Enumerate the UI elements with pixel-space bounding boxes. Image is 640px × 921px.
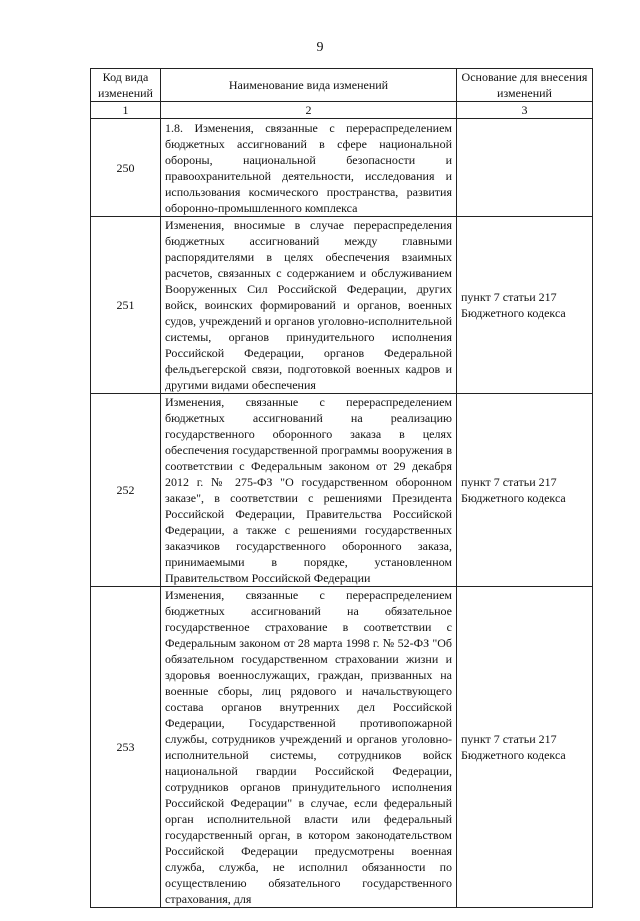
row-code: 252 [91, 394, 161, 587]
row-code: 253 [91, 587, 161, 908]
row-basis [457, 217, 593, 394]
row-code: 251 [91, 217, 161, 394]
row-name: 1.8. Изменения, связанные с перераспределением бюджетных ассигнований в сфере национальной обороны, национальной безопасности и правоохранительной деятельности, исследования и использования космического пространства, развития оборонно-промышленного комплекса [161, 119, 457, 217]
page-number: 9 [316, 40, 324, 55]
table-row [91, 217, 593, 394]
row-basis [457, 394, 593, 587]
row-name: Изменения, вносимые в случае перераспределения бюджетных ассигнований между главными распорядителями в целях обеспечения взаимных расчетов, связанных с содержанием и обслуживанием Вооруженных Сил Российской Федерации, других войск, воинских формирований и органов, военных судов, учреждений и органов уголовно-исполнительной системы, органов принудительного исполнения Российской Федерации, органов Федеральной фельдъегерской связи, подготовкой военных кадров и другими видами обеспечения [161, 217, 457, 394]
column-number-1: 1 [91, 102, 161, 119]
header-basis: Основание для внесения изменений [457, 69, 593, 102]
row-basis-text: пункт 7 статьи 217 Бюджетного кодекса [461, 290, 566, 320]
row-name: Изменения, связанные с перераспределением бюджетных ассигнований на реализацию государственного оборонного заказа в целях обеспечения государственной программы вооружения в соответствии с Федеральным законом от 29 декабря 2012 г. № 275-ФЗ "О государственном оборонном заказе", в соответствии с решениями Президента Российской Федерации, Правительства Российской Федерации, а также с решениями государственных заказчиков государственного оборонного заказа, принимаемыми в порядке, установленном Правительством Российской Федерации [161, 394, 457, 587]
table-row [91, 394, 593, 587]
row-basis [457, 119, 593, 217]
column-number-row [91, 102, 593, 119]
row-code: 250 [91, 119, 161, 217]
column-number-3: 3 [457, 102, 593, 119]
column-number-2: 2 [161, 102, 457, 119]
row-name: Изменения, связанные с перераспределением бюджетных ассигнований на обязательное государственное страхование в соответствии с Федеральным законом от 28 марта 1998 г. № 52-ФЗ "Об обязательном государственном страховании жизни и здоровья военнослужащих, граждан, призванных на военные сборы, лиц рядового и начальствующего состава органов внутренних дел Российской Федерации, Государственной противопожарной службы, сотрудников учреждений и органов уголовно-исполнительной системы, сотрудников войск национальной гвардии Российской Федерации, сотрудников органов принудительного исполнения Российской Федерации" в случае, если федеральный орган исполнительной власти или федеральный государственный орган, в котором законодательством Российской Федерации предусмотрены военная служба, служба, не исполнил обязанности по осуществлению обязательного государственного страхования, для [161, 587, 457, 908]
row-basis-text: пункт 7 статьи 217 Бюджетного кодекса [461, 475, 566, 505]
header-name: Наименование вида изменений [161, 69, 457, 102]
table-header-row [91, 69, 593, 102]
changes-table [90, 68, 593, 908]
header-code: Код вида изменений [91, 69, 161, 102]
row-basis [457, 587, 593, 908]
row-basis-text: пункт 7 статьи 217 Бюджетного кодекса [461, 732, 566, 762]
table-row [91, 119, 593, 217]
table-row [91, 587, 593, 908]
